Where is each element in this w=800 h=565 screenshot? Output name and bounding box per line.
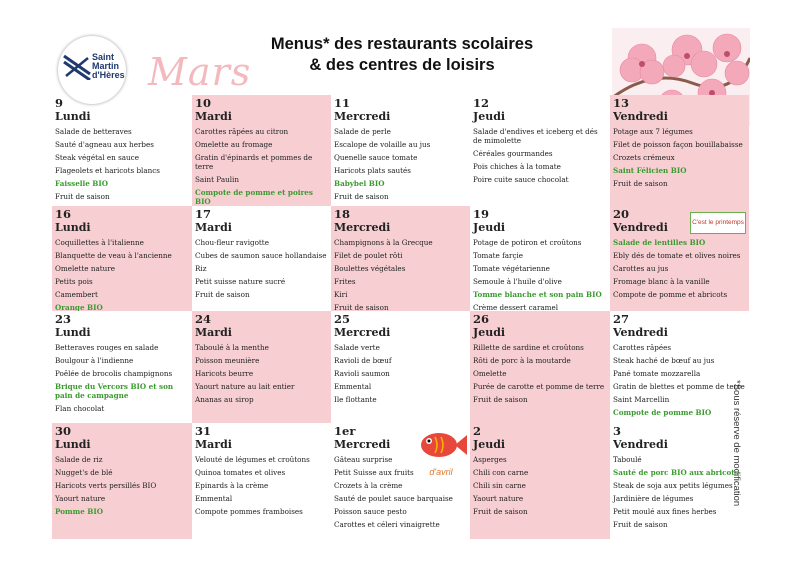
menu-item: Poisson meunière	[195, 356, 260, 365]
menu-item: Chou-fleur ravigotte	[195, 238, 269, 247]
side-note: *Sous réserve de modification	[731, 380, 742, 507]
avril-fish-badge	[415, 427, 467, 475]
menu-item: Saint Paulin	[195, 175, 239, 184]
page-title	[232, 34, 572, 76]
menu-item: Asperges	[473, 455, 507, 464]
menu-item: Fruit de saison	[334, 303, 389, 311]
day-name: Mardi	[195, 438, 232, 451]
day-number: 18	[334, 207, 351, 221]
day-name: Mercredi	[334, 438, 391, 451]
month-label: Mars	[148, 50, 252, 94]
menu-item: Gratin de blettes et pomme de terre	[613, 382, 745, 391]
menu-item: Riz	[195, 264, 207, 273]
menu-grid	[52, 95, 749, 539]
day-cell	[52, 206, 192, 311]
day-name: Mardi	[195, 326, 232, 339]
menu-item: Carottes râpées	[613, 343, 672, 352]
menu-item: Compote de pomme BIO	[613, 408, 712, 417]
menu-item: Taboulé à la menthe	[195, 343, 269, 352]
menu-item: Cubes de saumon sauce hollandaise	[195, 251, 327, 260]
menu-item: Céréales gourmandes	[473, 149, 553, 158]
menu-item: Ebly dés de tomate et olives noires	[613, 251, 741, 260]
menu-item: Ravioli de bœuf	[334, 356, 392, 365]
day-name: Jeudi	[473, 326, 506, 339]
day-number: 3	[613, 424, 622, 438]
menu-item: Yaourt nature au lait entier	[195, 382, 295, 391]
day-number: 23	[55, 312, 72, 326]
day-cell	[470, 95, 610, 206]
menu-item: Fruit de saison	[613, 520, 668, 529]
menu-item: Potage aux 7 légumes	[613, 127, 693, 136]
menu-item: Ananas au sirop	[195, 395, 254, 404]
menu-item: Carottes au jus	[613, 264, 669, 273]
day-number: 13	[613, 96, 630, 110]
menu-item: Salade de betteraves	[55, 127, 132, 136]
day-cell	[470, 423, 610, 539]
menu-item: Camembert	[55, 290, 98, 299]
menu-item: Crozets à la crème	[334, 481, 403, 490]
menu-item: Sauté d'agneau aux herbes	[55, 140, 154, 149]
town-logo	[58, 36, 126, 104]
day-name: Vendredi	[613, 110, 668, 123]
menu-item: Fruit de saison	[473, 507, 528, 516]
title-line-2: & des centres de loisirs	[309, 56, 495, 74]
fish-icon	[415, 427, 467, 463]
menu-item: Salade de riz	[55, 455, 103, 464]
day-cell	[192, 311, 331, 423]
day-name: Lundi	[55, 326, 91, 339]
day-cell	[52, 311, 192, 423]
menu-item: Steak de soja aux petits légumes	[613, 481, 733, 490]
day-number: 25	[334, 312, 351, 326]
menu-item: Rillette de sardine et croûtons	[473, 343, 584, 352]
menu-item: Yaourt nature	[55, 494, 106, 503]
menu-item: Salade d'endives et iceberg et dés de mimolette	[473, 127, 598, 145]
menu-item: Compote pommes framboises	[195, 507, 303, 516]
menu-item: Semoule à l'huile d'olive	[473, 277, 562, 286]
menu-item: Purée de carotte et pomme de terre	[473, 382, 605, 391]
day-cell	[470, 311, 610, 423]
menu-item: Tomate végétarienne	[473, 264, 550, 273]
menu-item: Haricots plats sautés	[334, 166, 411, 175]
day-cell	[192, 423, 331, 539]
menu-item: Saint Félicien BIO	[613, 166, 687, 175]
menu-item: Compote de pomme et abricots	[613, 290, 728, 299]
menu-item: Poisson sauce pesto	[334, 507, 407, 516]
day-number: 10	[195, 96, 212, 110]
menu-item: Flan chocolat	[55, 404, 105, 413]
day-name: Jeudi	[473, 438, 506, 451]
menu-item: Crème dessert caramel	[473, 303, 559, 311]
day-name: Mardi	[195, 110, 232, 123]
menu-item: Poire cuite sauce chocolat	[473, 175, 569, 184]
menu-item: Petit moulé aux fines herbes	[613, 507, 717, 516]
day-number: 11	[334, 96, 351, 110]
day-cell	[331, 95, 470, 206]
menu-item: Poêlée de brocolis champignons	[55, 369, 173, 378]
menu-item: Gâteau surprise	[334, 455, 393, 464]
day-number: 16	[55, 207, 72, 221]
menu-item: Blanquette de veau à l'ancienne	[55, 251, 172, 260]
menu-item: Betteraves rouges en salade	[55, 343, 159, 352]
menu-item: Filet de poisson façon bouillabaisse	[613, 140, 743, 149]
menu-item: Saint Marcellin	[613, 395, 670, 404]
menu-item: Petits pois	[55, 277, 93, 286]
day-name: Jeudi	[473, 221, 506, 234]
day-number: 26	[473, 312, 490, 326]
day-number: 12	[473, 96, 490, 110]
menu-item: Steak végétal en sauce	[55, 153, 139, 162]
menu-item: Boulgour à l'indienne	[55, 356, 134, 365]
day-cell	[192, 206, 331, 311]
day-cell	[610, 95, 749, 206]
avril-label: d'avril	[429, 467, 453, 477]
menu-item: Pois chiches à la tomate	[473, 162, 561, 171]
menu-item: Flageolets et haricots blancs	[55, 166, 160, 175]
menu-item: Fruit de saison	[613, 179, 668, 188]
day-name: Mercredi	[334, 221, 391, 234]
menu-item: Pomme BIO	[55, 507, 103, 516]
menu-item: Ravioli saumon	[334, 369, 390, 378]
day-number: 2	[473, 424, 482, 438]
menu-item: Fruit de saison	[473, 395, 528, 404]
day-cell	[192, 95, 331, 206]
menu-item: Filet de poulet rôti	[334, 251, 403, 260]
logo-mark-icon	[62, 52, 92, 80]
day-number: 20	[613, 207, 630, 221]
menu-item: Champignons à la Grecque	[334, 238, 433, 247]
menu-item: Orange BIO	[55, 303, 103, 311]
menu-item: Potage de potiron et croûtons	[473, 238, 582, 247]
printemps-badge: C'est le printemps	[690, 212, 746, 234]
menu-item: Salade de perle	[334, 127, 391, 136]
day-cell	[470, 206, 610, 311]
day-cell	[52, 95, 192, 206]
day-number: 17	[195, 207, 212, 221]
menu-item: Petit suisse nature sucré	[195, 277, 286, 286]
day-name: Lundi	[55, 438, 91, 451]
day-cell	[52, 423, 192, 539]
menu-item: Faisselle BIO	[55, 179, 108, 188]
menu-item: Fromage blanc à la vanille	[613, 277, 710, 286]
day-number: 24	[195, 312, 212, 326]
day-name: Mardi	[195, 221, 232, 234]
day-cell	[610, 311, 749, 423]
logo-text-1: Saint	[92, 52, 115, 62]
day-name: Lundi	[55, 110, 91, 123]
menu-item: Fruit de saison	[195, 290, 250, 299]
day-number: 31	[195, 424, 212, 438]
menu-item: Fruit de saison	[334, 192, 389, 201]
menu-item: Brique du Vercors BIO et son pain de campagne	[55, 382, 174, 400]
day-number: 1er	[334, 424, 356, 438]
menu-item: Carottes râpées au citron	[195, 127, 289, 136]
menu-item: Carottes et céleri vinaigrette	[334, 520, 440, 529]
menu-item: Chili sin carne	[473, 481, 526, 490]
menu-item: Haricots beurre	[195, 369, 254, 378]
menu-item: Epinards à la crème	[195, 481, 269, 490]
menu-item: Sauté de poulet sauce barquaise	[334, 494, 453, 503]
day-name: Vendredi	[613, 221, 668, 234]
menu-item: Salade de lentilles BIO	[613, 238, 706, 247]
day-cell	[610, 423, 749, 539]
menu-item: Babybel BIO	[334, 179, 385, 188]
day-name: Lundi	[55, 221, 91, 234]
logo-text-2: Martin	[92, 61, 119, 71]
menu-item: Steak haché de bœuf au jus	[613, 356, 715, 365]
menu-item: Pané tomate mozzarella	[613, 369, 701, 378]
menu-item: Velouté de légumes et croûtons	[195, 455, 310, 464]
menu-item: Omelette nature	[55, 264, 115, 273]
day-name: Mercredi	[334, 326, 391, 339]
day-name: Vendredi	[613, 438, 668, 451]
menu-item: Frites	[334, 277, 356, 286]
menu-item: Sauté de porc BIO aux abricots	[613, 468, 739, 477]
menu-item: Rôti de porc à la moutarde	[473, 356, 571, 365]
day-number: 27	[613, 312, 630, 326]
menu-item: Haricots verts persillés BIO	[55, 481, 157, 490]
menu-item: Kiri	[334, 290, 348, 299]
day-name: Jeudi	[473, 110, 506, 123]
menu-item: Petit Suisse aux fruits	[334, 468, 414, 477]
menu-item: Emmental	[334, 382, 372, 391]
menu-item: Tomme blanche et son pain BIO	[473, 290, 602, 299]
day-number: 19	[473, 207, 490, 221]
menu-item: Escalope de volaille au jus	[334, 140, 431, 149]
menu-item: Gratin d'épinards et pommes de terre	[195, 153, 313, 171]
menu-item: Tomate farçie	[473, 251, 524, 260]
menu-item: Yaourt nature	[473, 494, 524, 503]
day-name: Mercredi	[334, 110, 391, 123]
menu-item: Coquillettes à l'italienne	[55, 238, 144, 247]
menu-item: Jardinière de légumes	[613, 494, 694, 503]
menu-item: Quinoa tomates et olives	[195, 468, 286, 477]
menu-item: Boulettes végétales	[334, 264, 406, 273]
menu-item: Compote de pomme et poires BIO	[195, 188, 313, 206]
menu-item: Ile flottante	[334, 395, 377, 404]
logo-text-3: d'Hères	[92, 70, 125, 80]
day-cell	[331, 311, 470, 423]
menu-item: Quenelle sauce tomate	[334, 153, 418, 162]
day-cell	[331, 206, 470, 311]
day-name: Vendredi	[613, 326, 668, 339]
menu-item: Emmental	[195, 494, 233, 503]
day-number: 9	[55, 96, 64, 110]
menu-item: Crozets crémeux	[613, 153, 675, 162]
title-line-1: Menus* des restaurants scolaires	[270, 35, 534, 53]
day-number: 30	[55, 424, 72, 438]
menu-item: Salade verte	[334, 343, 380, 352]
menu-item: Chili con carne	[473, 468, 529, 477]
menu-item: Fruit de saison	[55, 192, 110, 201]
menu-item: Omelette au fromage	[195, 140, 273, 149]
menu-item: Taboulé	[613, 455, 642, 464]
menu-item: Nugget's de blé	[55, 468, 113, 477]
menu-item: Omelette	[473, 369, 507, 378]
